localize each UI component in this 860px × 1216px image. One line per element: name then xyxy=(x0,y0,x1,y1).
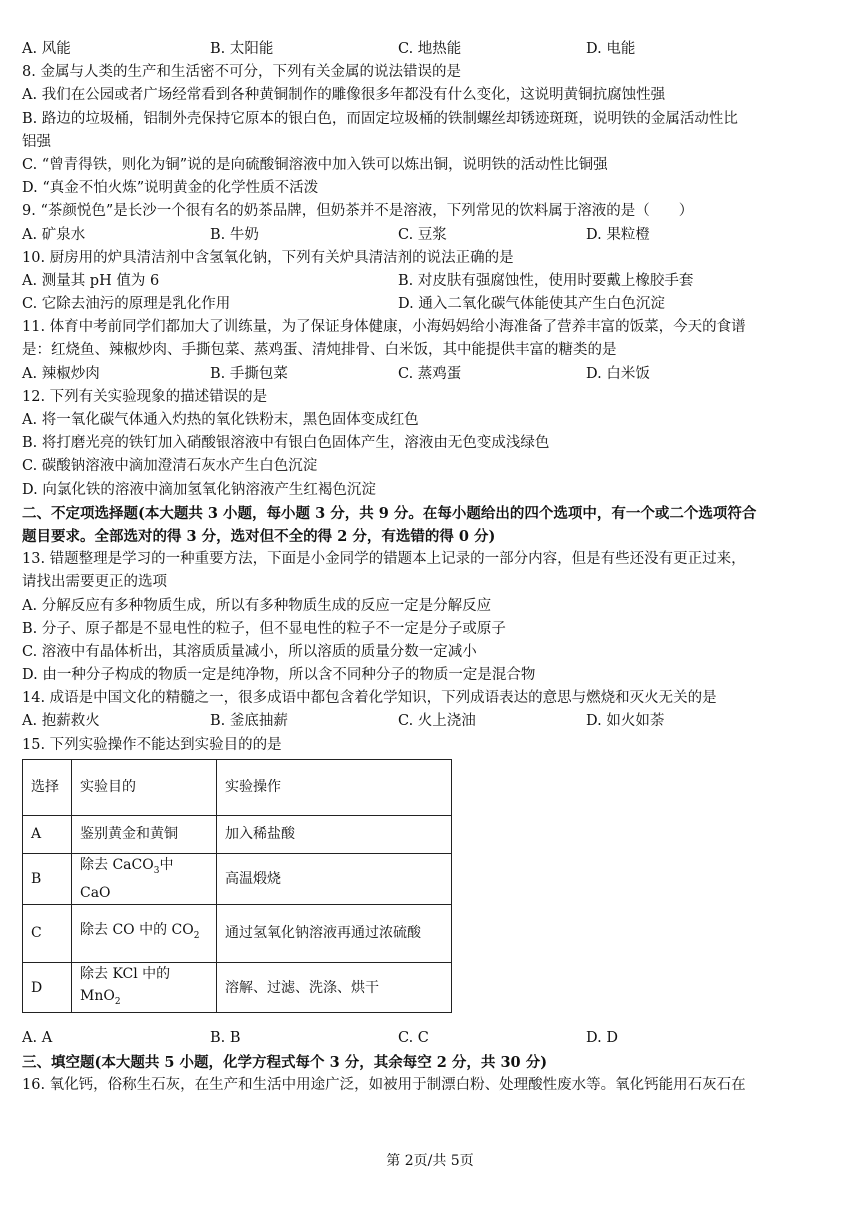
option: D. 如火如荼 xyxy=(586,713,665,730)
table-row xyxy=(23,815,452,853)
option: B. 分子、原子都是不显电性的粒子，但不显电性的粒子不一定是分子或原子 xyxy=(22,620,506,637)
q14-options xyxy=(22,710,840,733)
option: A. 测量其 pH 值为 6 xyxy=(22,272,160,289)
option: D. “真金不怕火炼”说明黄金的化学性质不活泼 xyxy=(22,180,319,197)
table-cell-purpose: 除去 KCl 中的 MnO$_2$ xyxy=(72,962,217,1013)
option: C. 火上浇油 xyxy=(398,713,476,730)
q11-options xyxy=(22,363,840,386)
option-continued: 铝强 xyxy=(22,133,51,150)
option: A. 风能 xyxy=(22,41,71,57)
table-cell-operation: 溶解、过滤、洗涤、烘干 xyxy=(217,962,452,1013)
table-row xyxy=(23,904,452,962)
table-cell-choice: D xyxy=(23,962,72,1013)
table-cell-choice: C xyxy=(23,904,72,962)
q9-options xyxy=(22,224,840,247)
option: B. 路边的垃圾桶，铝制外壳保持它原本的银白色，而固定垃圾桶的铁制螺丝却锈迹斑斑，说明铁的金属活动性比 xyxy=(22,110,738,127)
option: C. 碳酸钠溶液中滴加澄清石灰水产生白色沉淀 xyxy=(22,458,318,475)
table-header-row xyxy=(23,759,452,815)
option: A. 矿泉水 xyxy=(22,226,86,243)
question-stem: 12. 下列有关实验现象的描述错误的是 xyxy=(22,388,268,405)
option: C. 它除去油污的原理是乳化作用 xyxy=(22,296,231,313)
option: C. 溶液中有晶体析出，其溶质质量减小，所以溶质的质量分数一定减小 xyxy=(22,643,477,660)
q10-options-ab xyxy=(22,270,840,293)
option: D. 通入二氧化碳气体能使其产生白色沉淀 xyxy=(398,296,665,313)
option: B. 将打磨光亮的铁钉加入硝酸银溶液中有银白色固体产生，溶液由无色变成浅绿色 xyxy=(22,435,550,452)
option: B. 太阳能 xyxy=(210,41,274,57)
question-stem: 10. 厨房用的炉具清洁剂中含氢氧化钠，下列有关炉具清洁剂的说法正确的是 xyxy=(22,249,514,266)
question-stem: 16. 氧化钙，俗称生石灰，在生产和生活中用途广泛，如被用于制漂白粉、处理酸性废水等。氧化钙能用石灰石在 xyxy=(22,1076,746,1093)
option: B. 釜底抽薪 xyxy=(210,713,288,730)
option: D. 白米饭 xyxy=(586,365,650,382)
option: A. 辣椒炒肉 xyxy=(22,365,100,382)
section-heading: 三、填空题(本大题共 5 小题，化学方程式每个 3 分，其余每空 2 分，共 30 分) xyxy=(22,1053,548,1071)
page-footer: 第 2页/共 5页 xyxy=(386,1153,474,1169)
option: D. 向氯化铁的溶液中滴加氢氧化钠溶液产生红褐色沉淀 xyxy=(22,481,376,498)
option: B. 牛奶 xyxy=(210,226,259,243)
option: C. 豆浆 xyxy=(398,226,447,243)
question-stem-continued: 是：红烧鱼、辣椒炒肉、手撕包菜、蒸鸡蛋、清炖排骨、白米饭，其中能提供丰富的糖类的是 xyxy=(22,342,617,359)
option: C. 蒸鸡蛋 xyxy=(398,365,462,382)
option: C. “曾青得铁，则化为铜”说的是向硫酸铜溶液中加入铁可以炼出铜，说明铁的活动性比铜强 xyxy=(22,156,608,173)
table-row xyxy=(23,962,452,1013)
exam-page xyxy=(22,38,840,1097)
option: A. 分解反应有多种物质生成，所以有多种物质生成的反应一定是分解反应 xyxy=(22,597,492,614)
table-cell-operation: 加入稀盐酸 xyxy=(217,815,452,853)
option: D. 由一种分子构成的物质一定是纯净物，所以含不同种分子的物质一定是混合物 xyxy=(22,667,536,684)
option: D. 果粒橙 xyxy=(586,226,650,243)
table-cell-purpose: 除去 CaCO$_3$中 CaO xyxy=(72,853,217,904)
table-cell-purpose: 鉴别黄金和黄铜 xyxy=(72,815,217,853)
option: D. 电能 xyxy=(586,41,636,57)
q10-options-cd xyxy=(22,293,840,316)
table-header-purpose: 实验目的 xyxy=(72,759,217,815)
option: D. D xyxy=(586,1030,618,1047)
option: C. C xyxy=(398,1030,429,1047)
table-header-choice: 选择 xyxy=(23,759,72,815)
table-cell-choice: A xyxy=(23,815,72,853)
option: A. 抱薪救火 xyxy=(22,713,100,730)
table-cell-operation: 高温煅烧 xyxy=(217,853,452,904)
option: A. A xyxy=(22,1030,53,1047)
table-row xyxy=(23,853,452,904)
q7-options xyxy=(22,38,840,61)
experiment-table xyxy=(22,759,452,1014)
table-header-operation: 实验操作 xyxy=(217,759,452,815)
table-cell-purpose: 除去 CO 中的 $CO_2$ xyxy=(72,904,217,962)
question-stem: 14. 成语是中国文化的精髓之一，很多成语中都包含着化学知识，下列成语表达的意思与燃烧和灭火无关的是 xyxy=(22,690,717,707)
question-stem: 8. 金属与人类的生产和生活密不可分，下列有关金属的说法错误的是 xyxy=(22,64,461,81)
question-stem: 9. “茶颜悦色”是长沙一个很有名的奶茶品牌，但奶茶并不是溶液，下列常见的饮料属于溶液的是（ ） xyxy=(22,203,694,220)
section-heading: 二、不定项选择题(本大题共 3 小题，每小题 3 分，共 9 分。在每小题给出的四个选项中，有一个或二个选项符合 xyxy=(22,504,757,522)
option: A. 将一氧化碳气体通入灼热的氧化铁粉末，黑色固体变成红色 xyxy=(22,412,419,428)
option: C. 地热能 xyxy=(398,41,462,57)
section-heading-continued: 题目要求。全部选对的得 3 分，选对但不全的得 2 分，有选错的得 0 分) xyxy=(22,527,496,545)
option: B. 手撕包菜 xyxy=(210,365,288,382)
option: B. 对皮肤有强腐蚀性，使用时要戴上橡胶手套 xyxy=(398,272,694,289)
q15-options xyxy=(22,1027,840,1050)
question-stem: 15. 下列实验操作不能达到实验目的的是 xyxy=(22,736,282,753)
table-cell-choice: B xyxy=(23,853,72,904)
question-stem: 13. 错题整理是学习的一种重要方法，下面是小金同学的错题本上记录的一部分内容，但是有些还没有更正过来， xyxy=(22,551,746,568)
question-stem-continued: 请找出需要更正的选项 xyxy=(22,574,167,591)
option: B. B xyxy=(210,1030,241,1047)
question-stem: 11. 体育中考前同学们都加大了训练量，为了保证身体健康，小海妈妈给小海准备了营养丰富的饭菜，今天的食谱 xyxy=(22,319,746,336)
table-cell-operation: 通过氢氧化钠溶液再通过浓硫酸 xyxy=(217,904,452,962)
option: A. 我们在公园或者广场经常看到各种黄铜制作的雕像很多年都没有什么变化，这说明黄铜抗腐蚀性强 xyxy=(22,87,666,104)
